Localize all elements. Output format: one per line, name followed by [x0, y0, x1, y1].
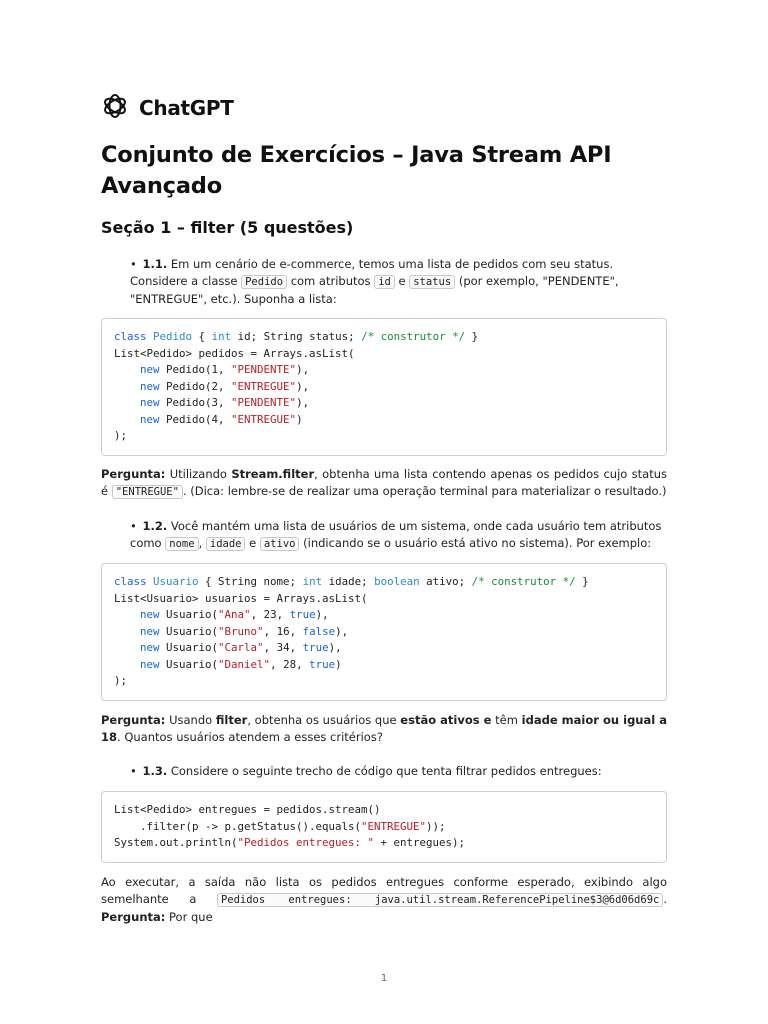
inline-code: idade	[206, 537, 246, 551]
question-1-3-prompt: Ao executar, a saída não lista os pedidos entregues conforme esperado, exibindo algo semelhante a Pedidos entregues: java.util.stream.ReferencePipeline$3@6d06d69c . Pergunta: Por que	[101, 875, 667, 924]
brand-header	[101, 92, 234, 124]
openai-logo-icon	[101, 92, 129, 124]
question-1-1-prompt: Pergunta: Utilizando Stream.filter, obtenha uma lista contendo apenas os pedidos cujo status é "ENTREGUE" . (Dica: lembre-se de realizar uma operação terminal para materializar o resultado.)	[101, 467, 667, 498]
inline-code: ativo	[260, 537, 300, 551]
document-title: Conjunto de Exercícios – Java Stream API Avançado	[101, 142, 612, 199]
code-block-entregues: List<Pedido> entregues = pedidos.stream() .filter(p -> p.getStatus().equals("ENTREGUE")); System.out.println("Pedidos entregues: " + entregues);	[101, 791, 667, 863]
question-number: 1.3.	[142, 764, 168, 778]
brand-name: ChatGPT	[139, 96, 234, 120]
inline-code: Pedidos entregues: java.util.stream.ReferencePipeline$3@6d06d69c	[217, 893, 663, 907]
inline-code: status	[409, 275, 455, 289]
question-number: 1.1.	[142, 257, 168, 271]
code-block-pedidos: class Pedido { int id; String status; /* construtor */ } List<Pedido> pedidos = Arrays.asList( new Pedido(1, "PENDENTE"), new Pedido(2, "ENTREGUE"), new Pedido(3, "PENDENTE"), new Pedido(4, "ENTREGUE") );	[101, 318, 667, 456]
code-block-usuarios: class Usuario { String nome; int idade; boolean ativo; /* construtor */ } List<Usuario> usuarios = Arrays.asList( new Usuario("Ana", 23, true), new Usuario("Bruno", 16, false), new Usuario("Carla", 34, true), new Usuario("Daniel", 28, true) );	[101, 563, 667, 701]
question-number: 1.2.	[142, 519, 168, 533]
section-heading: Seção 1 – filter (5 questões)	[101, 218, 354, 237]
question-1-2-prompt: Pergunta: Usando filter, obtenha os usuários que estão ativos e têm idade maior ou igual a 18. Quantos usuários atendem a esses critérios?	[101, 713, 667, 744]
inline-code: id	[374, 275, 395, 289]
inline-code: nome	[165, 537, 198, 551]
question-1-1-intro: • 1.1. Em um cenário de e-commerce, temos uma lista de pedidos com seu status. Considere a classe Pedido com atributos id e status (por exemplo, "PENDENTE", "ENTREGUE", etc.). Suponha a lista:	[130, 257, 619, 306]
pergunta-label: Pergunta:	[101, 910, 166, 924]
question-1-2-intro: • 1.2. Você mantém uma lista de usuários de um sistema, onde cada usuário tem atributos como nome , idade e ativo (indicando se o usuário está ativo no sistema). Por exemplo:	[130, 519, 662, 550]
inline-code: "ENTREGUE"	[112, 485, 183, 499]
pergunta-label: Pergunta:	[101, 713, 166, 727]
question-1-3-intro: • 1.3. Considere o seguinte trecho de código que tenta filtrar pedidos entregues:	[130, 764, 602, 778]
page-number: 1	[380, 973, 388, 984]
pergunta-label: Pergunta:	[101, 467, 166, 481]
inline-code: Pedido	[241, 275, 287, 289]
